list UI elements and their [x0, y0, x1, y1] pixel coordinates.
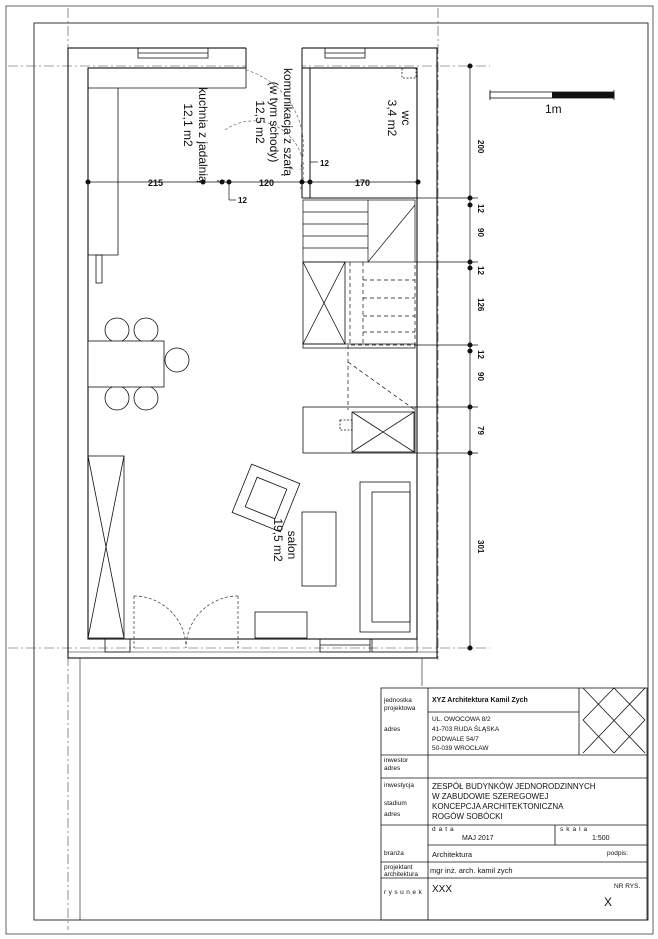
dim-h-215: 215	[148, 178, 164, 188]
wc-area: 3,4 m2	[385, 99, 399, 137]
label-signature: podpis:	[607, 850, 628, 857]
dim-v-90b: 90	[476, 372, 485, 381]
armchair	[232, 464, 300, 532]
branch-value: Architektura	[432, 850, 473, 859]
sheet-outer-frame	[6, 6, 653, 934]
company-name: XYZ Architektura Kamil Zych	[432, 697, 528, 704]
dim-v-79: 79	[476, 426, 485, 435]
vertical-dimension-line	[415, 64, 478, 650]
label-address1: adres	[384, 726, 401, 733]
sofa	[360, 482, 410, 632]
label-date: data	[432, 826, 457, 833]
label-drawing-no: NR RYS.	[614, 883, 641, 890]
staircase	[303, 200, 415, 410]
label-address2: adres	[384, 811, 401, 818]
dim-v-301: 301	[476, 540, 485, 554]
tall-cabinet	[88, 456, 124, 638]
kitchen-area: 12,1 m2	[181, 103, 195, 147]
vertical-dimension-labels	[476, 140, 485, 554]
date-value: MAJ 2017	[462, 835, 494, 842]
label-stage: stadium	[384, 800, 407, 807]
kitchen-name: kuchnia z jadalnią	[196, 87, 210, 183]
dim-v-12c: 12	[476, 350, 485, 359]
investment-line-3: KONCEPCJA ARCHITEKTONICZNA	[432, 802, 564, 811]
dim-h-170: 170	[355, 178, 371, 188]
dim-h-120: 120	[259, 178, 275, 188]
tv-unit	[255, 612, 307, 638]
room-label-living	[271, 518, 299, 562]
drawing-no-value: X	[604, 895, 613, 909]
dim-h-12a: 12	[238, 196, 247, 205]
label-scale: skala	[560, 826, 591, 833]
bottom-windows	[105, 639, 417, 652]
room-label-wc	[385, 100, 413, 137]
scale-bar-label: 1m	[545, 102, 562, 116]
storage-cabinet	[303, 407, 415, 453]
corridor-note: (w tym schody)	[267, 81, 281, 163]
label-designer: projektant architektura	[384, 864, 418, 878]
dining-set	[88, 318, 189, 410]
drawing-value: XXX	[432, 884, 453, 895]
wc-name: wc	[399, 110, 413, 126]
investment-line-2: W ZABUDOWIE SZEREGOWEJ	[432, 792, 549, 801]
label-unit: jednostka projektowa	[384, 697, 416, 712]
outer-walls	[68, 48, 437, 920]
address-line-1: UL. OWOCOWA 8/2	[432, 716, 491, 723]
label-investment: inwestycja	[384, 782, 414, 789]
investment-line-4: ROGÓW SOBÓCKI	[432, 812, 503, 821]
terrace-door	[134, 596, 238, 648]
living-area: 19,5 m2	[271, 518, 285, 562]
corridor-area: 12,5 m2	[253, 100, 267, 144]
dim-v-12b: 12	[476, 266, 485, 275]
wardrobe-box	[303, 262, 415, 348]
dim-v-12a: 12	[476, 204, 485, 213]
dim-h-12b: 12	[320, 159, 329, 168]
scale-bar	[490, 90, 614, 116]
address-line-2: 41-703 RUDA ŚLĄSKA	[432, 726, 500, 733]
address-line-4: 50-039 WROCŁAW	[432, 745, 489, 752]
label-investor: inwestor adres	[384, 757, 409, 772]
dim-v-200: 200	[476, 140, 485, 154]
kitchen-counter	[88, 68, 246, 283]
living-name: salon	[285, 530, 299, 560]
coffee-table	[302, 512, 336, 586]
label-drawing: rysunek	[384, 889, 425, 896]
room-label-corridor	[253, 68, 295, 176]
dim-v-126: 126	[476, 298, 485, 312]
horizontal-dimension-line	[86, 162, 420, 200]
scale-value: 1:500	[592, 835, 610, 842]
investment-line-1: ZESPÓŁ BUDYNKÓW JEDNORODZINNYCH	[432, 782, 596, 791]
address-line-3: PODWALE 54/7	[432, 736, 479, 743]
room-label-kitchen	[181, 87, 210, 183]
dim-v-90a: 90	[476, 228, 485, 237]
label-branch: branża	[384, 850, 404, 857]
axis-lines	[8, 8, 490, 930]
corridor-name: komunikacja z szafą	[281, 67, 295, 177]
designer-value: mgr inż. arch. kamil zych	[430, 866, 513, 875]
